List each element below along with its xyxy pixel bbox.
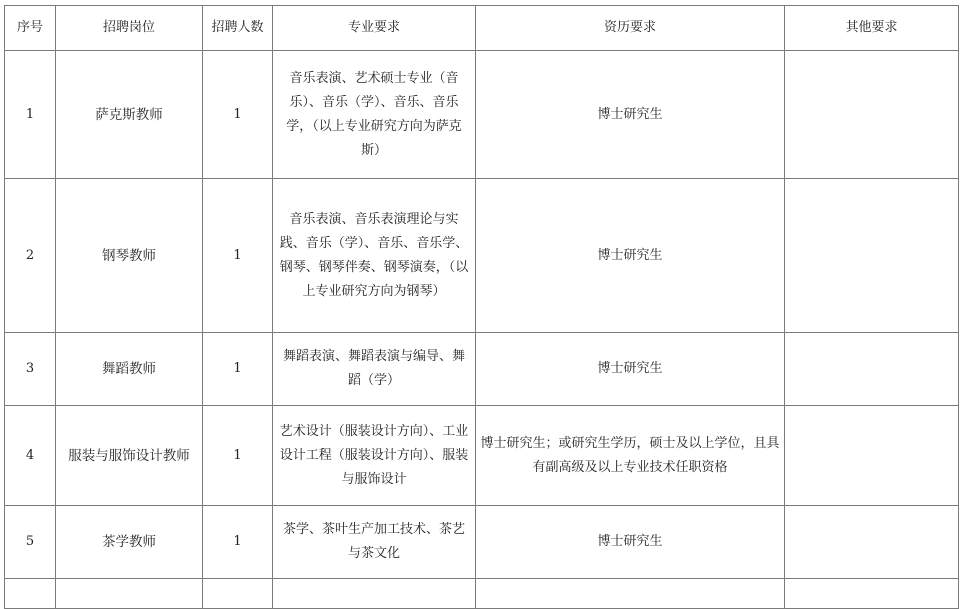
cell-major: 艺术设计（服装设计方向）、工业设计工程（服装设计方向）、服装与服饰设计 [273, 406, 476, 506]
cell-other [785, 506, 959, 579]
header-seq: 序号 [5, 6, 56, 51]
cell-position: 萨克斯教师 [56, 51, 203, 179]
table-row [5, 406, 959, 506]
cell-seq: 3 [5, 333, 56, 406]
cell-major: 音乐表演、音乐表演理论与实践、音乐（学）、音乐、音乐学、钢琴、钢琴伴奏、钢琴演奏，（以上专业研究方向为钢琴） [273, 179, 476, 333]
table-row-partial [5, 579, 959, 609]
cell-position: 茶学教师 [56, 506, 203, 579]
cell-other [785, 333, 959, 406]
cell-education: 博士研究生；或研究生学历，硕士及以上学位，且具有副高级及以上专业技术任职资格 [476, 406, 785, 506]
header-other: 其他要求 [785, 6, 959, 51]
table-row [5, 506, 959, 579]
cell-seq: 1 [5, 51, 56, 179]
cell-count: 1 [203, 179, 273, 333]
cell-position: 服装与服饰设计教师 [56, 406, 203, 506]
cell-count: 1 [203, 506, 273, 579]
cell-education: 博士研究生 [476, 51, 785, 179]
cell-major: 舞蹈表演、舞蹈表演与编导、舞蹈（学） [273, 333, 476, 406]
recruitment-table [4, 5, 959, 609]
table-row [5, 51, 959, 179]
cell-other [785, 406, 959, 506]
cell-count: 1 [203, 333, 273, 406]
table-row [5, 333, 959, 406]
cell-major: 音乐表演、艺术硕士专业（音乐）、音乐（学）、音乐、音乐学，（以上专业研究方向为萨克斯） [273, 51, 476, 179]
table-row [5, 179, 959, 333]
header-count: 招聘人数 [203, 6, 273, 51]
header-position: 招聘岗位 [56, 6, 203, 51]
cell-other [785, 179, 959, 333]
cell-count: 1 [203, 51, 273, 179]
header-education: 资历要求 [476, 6, 785, 51]
header-row [5, 6, 959, 51]
cell-position: 钢琴教师 [56, 179, 203, 333]
cell-education: 博士研究生 [476, 179, 785, 333]
header-major: 专业要求 [273, 6, 476, 51]
cell-seq: 4 [5, 406, 56, 506]
cell-other [785, 51, 959, 179]
cell-education: 博士研究生 [476, 333, 785, 406]
cell-education: 博士研究生 [476, 506, 785, 579]
cell-count: 1 [203, 406, 273, 506]
cell-major: 茶学、茶叶生产加工技术、茶艺与茶文化 [273, 506, 476, 579]
cell-position: 舞蹈教师 [56, 333, 203, 406]
cell-seq: 2 [5, 179, 56, 333]
cell-seq: 5 [5, 506, 56, 579]
